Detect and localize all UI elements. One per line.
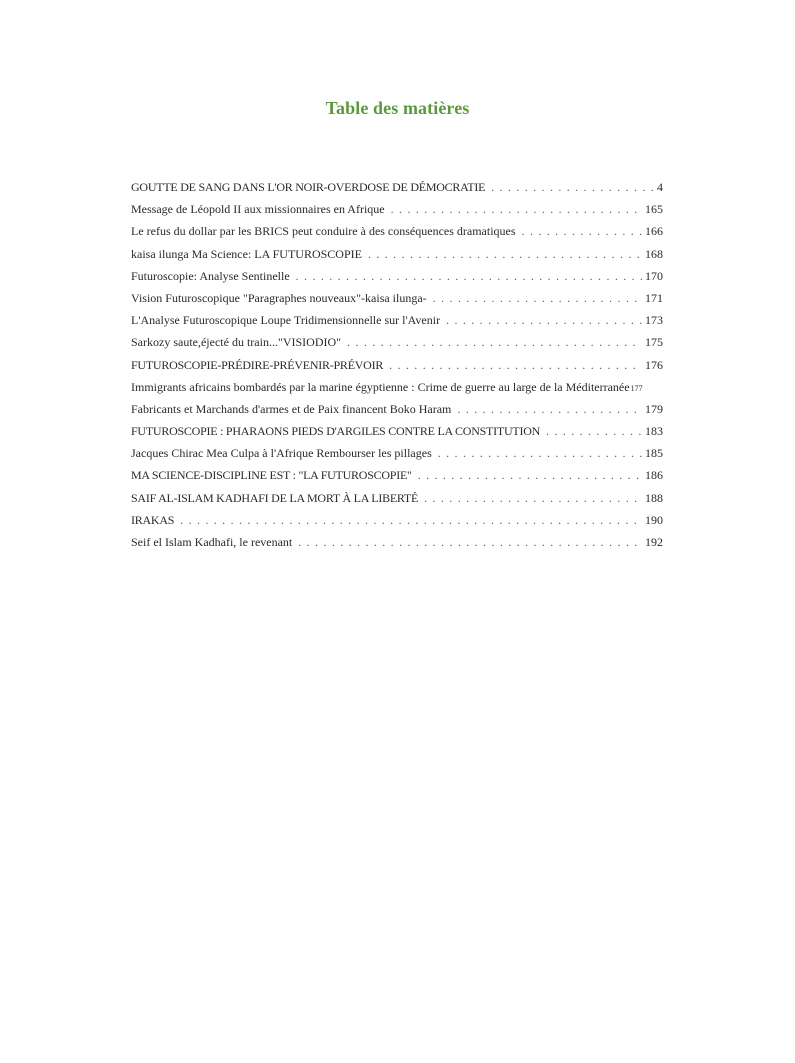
toc-entry-page: 183 xyxy=(645,424,663,439)
toc-entry-page: 188 xyxy=(645,490,663,505)
toc-entry-label: SAIF AL-ISLAM KADHAFI DE LA MORT À LA LIBERTÉ xyxy=(131,490,419,505)
toc-entry[interactable] xyxy=(131,354,663,376)
toc-entry[interactable] xyxy=(131,376,663,398)
toc-entry-label: Seif el Islam Kadhafi, le revenant xyxy=(131,535,293,549)
dot-leader xyxy=(522,220,642,242)
page-title: Table des matières xyxy=(325,98,470,118)
toc-entry-page: 171 xyxy=(645,290,663,305)
toc-entry-label: Fabricants et Marchands d'armes et de Paix financent Boko Haram xyxy=(131,401,452,416)
toc-entry-label: Message de Léopold II aux missionnaires en Afrique xyxy=(131,202,385,217)
toc-entry-page: 168 xyxy=(645,246,663,261)
toc-entry[interactable] xyxy=(131,198,663,220)
toc-entry-page: 175 xyxy=(645,335,663,350)
dot-leader xyxy=(368,243,642,265)
toc-entry-page: 185 xyxy=(645,446,663,461)
dot-leader xyxy=(491,176,654,198)
table-of-contents xyxy=(131,176,663,553)
toc-entry[interactable] xyxy=(131,220,663,242)
dot-leader xyxy=(389,354,642,376)
dot-leader xyxy=(424,487,642,509)
dot-leader xyxy=(418,464,642,486)
toc-entry-page: 186 xyxy=(645,468,663,483)
toc-entry-label: IRAKAS xyxy=(131,512,175,527)
toc-entry-page: 170 xyxy=(645,268,663,283)
toc-entry-label: MA SCIENCE-DISCIPLINE EST : "LA FUTUROSCOPIE" xyxy=(131,468,412,483)
toc-entry-label: FUTUROSCOPIE-PRÉDIRE-PRÉVENIR-PRÉVOIR xyxy=(131,357,384,372)
dot-leader xyxy=(546,420,642,442)
toc-entry[interactable] xyxy=(131,331,663,353)
toc-entry-page: 166 xyxy=(645,224,663,239)
toc-entry-page: 192 xyxy=(645,535,663,549)
dot-leader xyxy=(438,442,642,464)
toc-entry[interactable] xyxy=(131,442,663,464)
dot-leader xyxy=(433,287,642,309)
toc-entry-label: kaisa ilunga Ma Science: LA FUTUROSCOPIE xyxy=(131,246,362,261)
dot-leader xyxy=(347,331,642,353)
toc-entry-label: Futuroscopie: Analyse Sentinelle xyxy=(131,268,290,283)
dot-leader xyxy=(296,265,642,287)
toc-entry-label: L'Analyse Futuroscopique Loupe Tridimensionnelle sur l'Avenir xyxy=(131,313,441,328)
toc-entry-label: Vision Futuroscopique "Paragraphes nouveaux"-kaisa ilunga- xyxy=(131,290,427,305)
toc-entry-page: 177 xyxy=(630,383,643,393)
toc-entry-page: 179 xyxy=(645,401,663,416)
toc-entry[interactable] xyxy=(131,243,663,265)
toc-entry[interactable] xyxy=(131,487,663,509)
dot-leader xyxy=(446,309,642,331)
toc-entry-page: 165 xyxy=(645,202,663,217)
toc-entry-label: Immigrants africains bombardés par la marine égyptienne : Crime de guerre au large de la Méditerranée xyxy=(131,379,630,394)
dot-leader xyxy=(391,198,642,220)
toc-entry[interactable] xyxy=(131,287,663,309)
toc-entry[interactable] xyxy=(131,265,663,287)
toc-entry-page: 190 xyxy=(645,512,663,527)
toc-entry[interactable] xyxy=(131,464,663,486)
toc-entry[interactable] xyxy=(131,420,663,442)
toc-entry-page: 4 xyxy=(657,180,663,194)
toc-entry[interactable] xyxy=(131,398,663,420)
toc-entry-label: FUTUROSCOPIE : PHARAONS PIEDS D'ARGILES CONTRE LA CONSTITUTION xyxy=(131,424,541,439)
toc-entry-label: GOUTTE DE SANG DANS L'OR NOIR-OVERDOSE DE DÉMOCRATIE xyxy=(131,180,486,194)
toc-entry[interactable] xyxy=(131,509,663,531)
dot-leader xyxy=(457,398,642,420)
toc-entry-label: Sarkozy saute,éjecté du train..."VISIODIO" xyxy=(131,335,342,350)
toc-entry-page: 176 xyxy=(645,357,663,372)
toc-entry[interactable] xyxy=(131,531,663,553)
toc-entry-page: 173 xyxy=(645,313,663,328)
toc-entry[interactable] xyxy=(131,309,663,331)
dot-leader xyxy=(298,531,642,553)
toc-entry-label: Le refus du dollar par les BRICS peut conduire à des conséquences dramatiques xyxy=(131,224,516,239)
toc-entry-label: Jacques Chirac Mea Culpa à l'Afrique Rembourser les pillages xyxy=(131,446,432,461)
toc-entry[interactable] xyxy=(131,176,663,198)
dot-leader xyxy=(180,509,642,531)
